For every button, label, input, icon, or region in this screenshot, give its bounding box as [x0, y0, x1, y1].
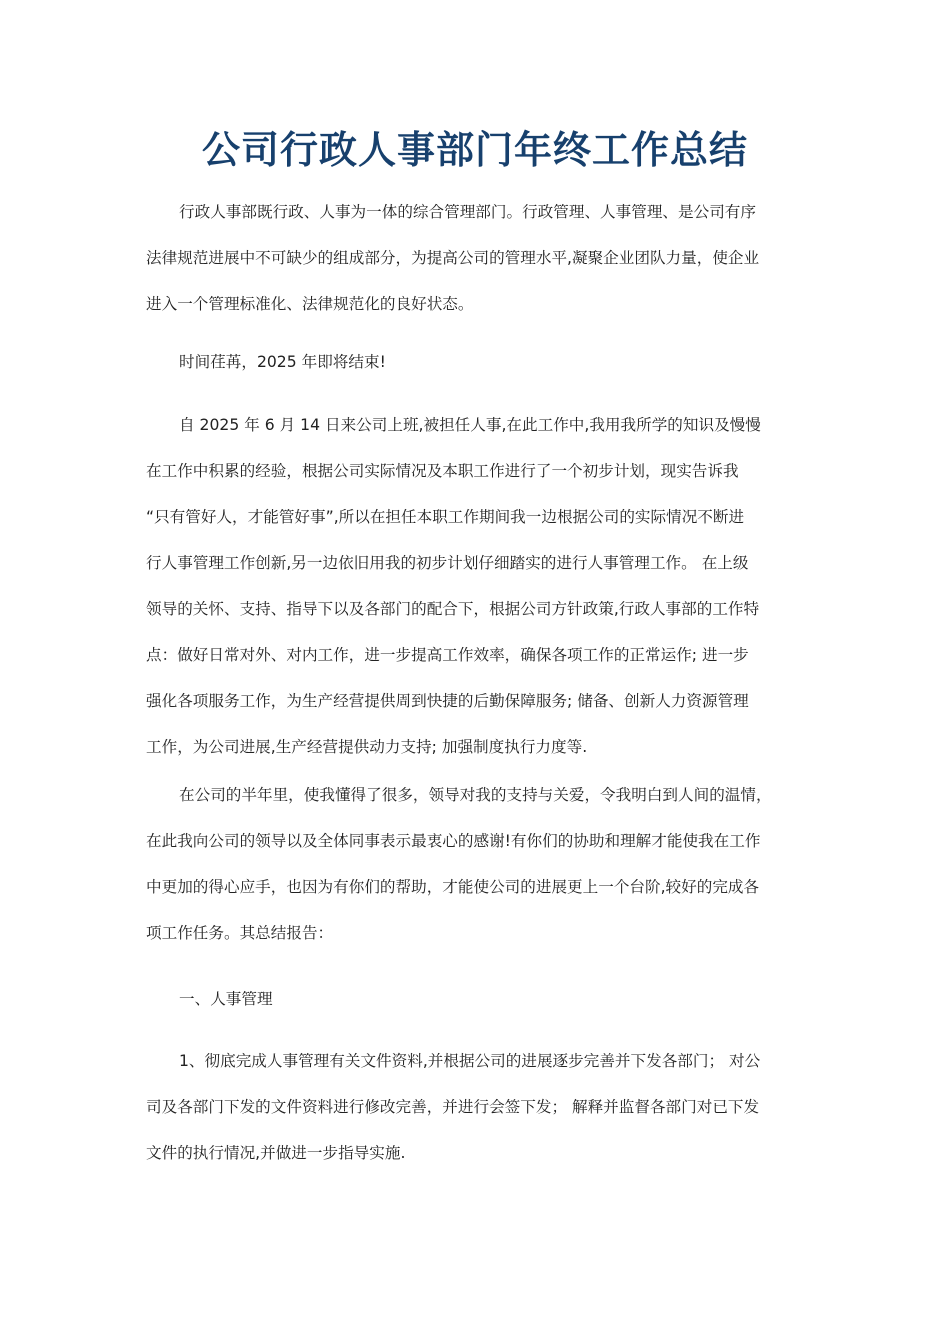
paragraph-line: 司及各部门下发的文件资料进行修改完善，并进行会签下发； 解释并监督各部门对已下发 [146, 1098, 760, 1116]
paragraph-line: 在公司的半年里，使我懂得了很多，领导对我的支持与关爱，令我明白到人间的温情， [179, 786, 772, 804]
paragraph-thanks [146, 772, 806, 956]
paragraph-line: 文件的执行情况,并做进一步指导实施. [146, 1144, 406, 1162]
paragraph-line: 行政人事部既行政、人事为一体的综合管理部门。行政管理、人事管理、是公司有序 [179, 203, 756, 221]
paragraph-line: 在此我向公司的领导以及全体同事表示最衷心的感谢!有你们的协助和理解才能使我在工作 [146, 832, 761, 850]
paragraph-line: 自 2025 年 6 月 14 日来公司上班,被担任人事,在此工作中,我用我所学的知识及慢慢 [179, 416, 761, 434]
section-heading: 一、人事管理 [179, 990, 273, 1008]
paragraph-item-1 [146, 1038, 806, 1176]
paragraph-line: 在工作中积累的经验，根据公司实际情况及本职工作进行了一个初步计划，现实告诉我 [146, 462, 739, 480]
paragraph-line: 进入一个管理标准化、法律规范化的良好状态。 [146, 295, 474, 313]
paragraph-line: 强化各项服务工作，为生产经营提供周到快捷的后勤保障服务; 储备、创新人力资源管理 [146, 692, 749, 710]
paragraph-line: 项工作任务。其总结报告： [146, 924, 334, 942]
paragraph-line: 法律规范进展中不可缺少的组成部分，为提高公司的管理水平,凝聚企业团队力量，使企业 [146, 249, 760, 267]
paragraph-line: 工作，为公司进展,生产经营提供动力支持; 加强制度执行力度等. [146, 738, 588, 756]
paragraph-line: 时间荏苒，2025 年即将结束! [179, 353, 386, 371]
paragraph-line: 行人事管理工作创新,另一边依旧用我的初步计划仔细踏实的进行人事管理工作。 在上级 [146, 554, 749, 572]
paragraph-line: “只有管好人，才能管好事”,所以在担任本职工作期间我一边根据公司的实际情况不断进 [146, 508, 745, 526]
paragraph-line: 中更加的得心应手，也因为有你们的帮助，才能使公司的进展更上一个台阶,较好的完成各 [146, 878, 760, 896]
section-heading-hr [146, 976, 806, 1022]
paragraph-line: 点：做好日常对外、对内工作，进一步提高工作效率，确保各项工作的正常运作; 进一步 [146, 646, 749, 664]
paragraph-time [146, 339, 806, 385]
paragraph-line: 领导的关怀、支持、指导下以及各部门的配合下，根据公司方针政策,行政人事部的工作特 [146, 600, 760, 618]
paragraph-intro [146, 189, 806, 327]
paragraph-line: 1、彻底完成人事管理有关文件资料,并根据公司的进展逐步完善并下发各部门； 对公 [179, 1052, 761, 1070]
paragraph-work-overview [146, 402, 806, 770]
document-title: 公司行政人事部门年终工作总结 [201, 127, 748, 172]
